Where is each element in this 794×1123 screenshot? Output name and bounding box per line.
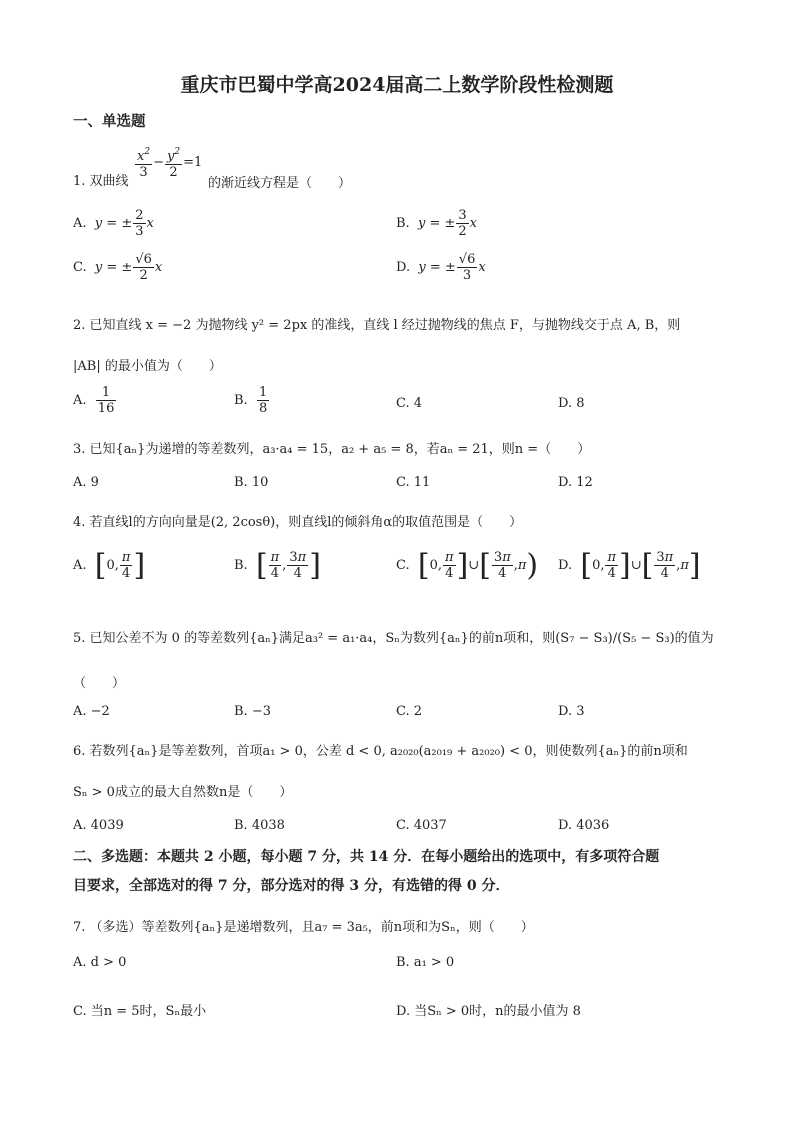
question-3-text: 3. 已知{aₙ}为递增的等差数列，a₃·a₄ = 15，a₂ + a₅ = 8，若aₙ = 21，则n =（ ） bbox=[73, 442, 591, 457]
question-1-option-d: D. y = ± $\frac{√6}{3}$ x bbox=[396, 252, 486, 283]
question-6-option-d: D. 4036 bbox=[558, 818, 610, 833]
question-2-option-c: C. 4 bbox=[396, 396, 423, 411]
question-3-option-c: C. 11 bbox=[396, 475, 431, 490]
question-5-text: 5. 已知公差不为 0 的等差数列{aₙ}满足a₃² = a₁·a₄，Sₙ为数列{aₙ}的前n项和，则(S₇ − S₃)/(S₅ − S₃)的值为 bbox=[73, 631, 714, 646]
question-7-option-b: B. a₁ > 0 bbox=[396, 955, 455, 970]
section-multi-choice-line-2: 目要求，全部选对的得 7 分，部分选对的得 3 分，有选错的得 0 分． bbox=[73, 878, 510, 894]
question-6-line-2: Sₙ > 0成立的最大自然数n是（ ） bbox=[73, 785, 293, 800]
question-7-option-c: C. 当n = 5时，Sₙ最小 bbox=[73, 1004, 207, 1019]
question-7-option-a: A. d > 0 bbox=[73, 955, 127, 970]
question-1-number: 1. 双曲线 bbox=[73, 174, 129, 189]
page-title: 重庆市巴蜀中学高2024届高二上数学阶段性检测题 bbox=[180, 74, 614, 96]
question-2-line-1: 2. 已知直线 x = −2 为抛物线 y² = 2px 的准线，直线 l 经过抛物线的焦点 F，与抛物线交于点 A, B，则 bbox=[73, 318, 681, 333]
question-2-option-a: A. $\frac{1}{16}$ bbox=[73, 385, 115, 416]
question-4-option-a: A. [0, $\frac{\pi}{4}$ ] bbox=[73, 547, 146, 583]
question-1-option-b: B. y = ± $\frac{3}{2}$ x bbox=[396, 208, 477, 239]
question-7-option-d: D. 当Sₙ > 0时，n的最小值为 8 bbox=[396, 1004, 581, 1019]
question-6-option-b: B. 4038 bbox=[234, 818, 285, 833]
section-single-choice-heading: 一、单选题 bbox=[73, 113, 146, 130]
question-2-line-2: |AB| 的最小值为（ ） bbox=[73, 359, 222, 374]
question-4-option-b: B. [ $\frac{\pi}{4}$ , $\frac{3\pi}{4}$ ] bbox=[234, 547, 321, 583]
question-6-line-1: 6. 若数列{aₙ}是等差数列，首项a₁ > 0，公差 d < 0, a₂₀₂₀(a₂₀₁₉ + a₂₀₂₀) < 0，则使数列{aₙ}的前n项和 bbox=[73, 744, 688, 759]
question-5-option-a: A. −2 bbox=[73, 704, 110, 719]
question-4-option-d: D. [0, $\frac{\pi}{4}$ ]∪[ $\frac{3\pi}{4}$ ,π] bbox=[558, 547, 701, 583]
question-1-option-c: C. y = ± $\frac{√6}{2}$ x bbox=[73, 252, 163, 283]
section-multi-choice-line-1: 二、多选题：本题共 2 小题，每小题 7 分，共 14 分．在每小题给出的选项中，有多项符合题 bbox=[73, 849, 660, 865]
question-1-equation: $\frac{x^2}{3}$ − $\frac{y^2}{2}$ =1 bbox=[137, 147, 203, 180]
question-5-paren: （ ） bbox=[73, 676, 126, 691]
question-3-option-b: B. 10 bbox=[234, 475, 269, 490]
question-2-option-b: B. $\frac{1}{8}$ bbox=[234, 385, 268, 416]
question-5-option-c: C. 2 bbox=[396, 704, 423, 719]
question-1-tail: 的渐近线方程是（ ） bbox=[208, 176, 352, 191]
question-4-text: 4. 若直线l的方向向量是(2, 2cosθ)，则直线l的倾斜角α的取值范围是（ ） bbox=[73, 515, 523, 530]
question-5-option-b: B. −3 bbox=[234, 704, 271, 719]
question-3-option-a: A. 9 bbox=[73, 475, 99, 490]
question-7-text: 7. （多选）等差数列{aₙ}是递增数列，且a₇ = 3a₅，前n项和为Sₙ，则（ ） bbox=[73, 920, 534, 935]
question-4-option-c: C. [0, $\frac{\pi}{4}$ ]∪[ $\frac{3\pi}{4}$ ,π) bbox=[396, 547, 539, 583]
question-6-option-c: C. 4037 bbox=[396, 818, 447, 833]
question-3-option-d: D. 12 bbox=[558, 475, 593, 490]
question-6-option-a: A. 4039 bbox=[73, 818, 124, 833]
question-1-option-a: A. y = ± $\frac{2}{3}$ x bbox=[73, 208, 154, 239]
question-2-option-d: D. 8 bbox=[558, 396, 585, 411]
question-5-option-d: D. 3 bbox=[558, 704, 585, 719]
